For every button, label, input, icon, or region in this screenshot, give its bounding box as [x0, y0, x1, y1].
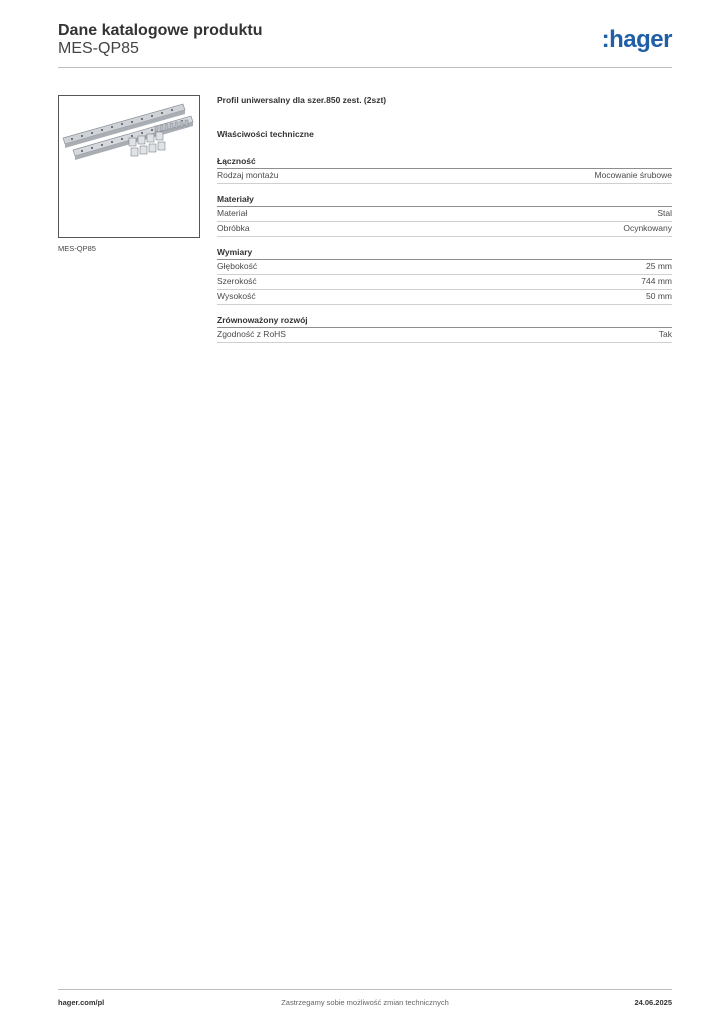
- spec-label: Wysokość: [217, 291, 256, 301]
- spec-value: Stal: [657, 208, 672, 218]
- group-title: Łączność: [217, 156, 672, 169]
- spec-value: 25 mm: [646, 261, 672, 271]
- spec-row: [217, 207, 672, 222]
- hager-logo: :hager: [601, 26, 672, 53]
- spec-value: Mocowanie śrubowe: [594, 170, 672, 180]
- spec-value: 744 mm: [641, 276, 672, 286]
- product-details: [217, 95, 672, 353]
- spec-label: Zgodność z RoHS: [217, 329, 286, 339]
- product-code: MES-QP85: [58, 40, 139, 57]
- group-title: Materiały: [217, 194, 672, 207]
- mounting-rails-illustration: [59, 96, 199, 237]
- spec-row: [217, 328, 672, 343]
- group-sustainability: [217, 315, 672, 343]
- product-name: Profil uniwersalny dla szer.850 zest. (2szt): [217, 95, 387, 105]
- spec-label: Głębokość: [217, 261, 258, 271]
- footer-notice: Zastrzegamy sobie możliwość zmian technicznych: [281, 998, 449, 1007]
- image-caption: MES-QP85: [58, 244, 96, 253]
- group-title: Wymiary: [217, 247, 672, 260]
- spec-row: [217, 290, 672, 305]
- header-divider: [58, 67, 672, 68]
- section-title: Właściwości techniczne: [217, 129, 314, 139]
- spec-label: Materiał: [217, 208, 248, 218]
- footer-date: 24.06.2025: [634, 998, 672, 1007]
- spec-label: Rodzaj montażu: [217, 170, 279, 180]
- spec-row: [217, 169, 672, 184]
- spec-value: 50 mm: [646, 291, 672, 301]
- spec-label: Szerokość: [217, 276, 257, 286]
- spec-value: Tak: [658, 329, 672, 339]
- spec-row: [217, 275, 672, 290]
- spec-row: [217, 260, 672, 275]
- spec-value: Ocynkowany: [623, 223, 672, 233]
- group-materials: [217, 194, 672, 237]
- group-title: Zrównoważony rozwój: [217, 315, 672, 328]
- page-header: [58, 20, 672, 68]
- product-image: [58, 95, 200, 238]
- spec-label: Obróbka: [217, 223, 250, 233]
- footer-divider: [58, 989, 672, 990]
- group-dimensions: [217, 247, 672, 305]
- spec-row: [217, 222, 672, 237]
- group-connectivity: [217, 156, 672, 184]
- footer-website-link[interactable]: hager.com/pl: [58, 998, 105, 1007]
- page-title: Dane katalogowe produktu: [58, 22, 263, 39]
